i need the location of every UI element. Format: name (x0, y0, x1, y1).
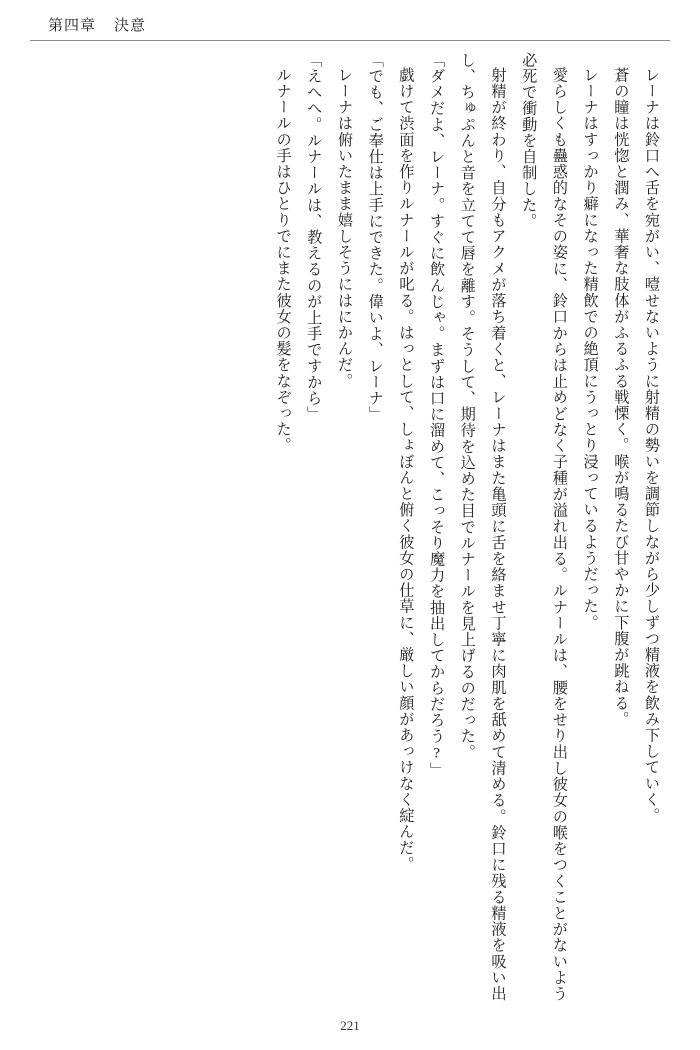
chapter-title: 決意 (114, 18, 147, 34)
body-paragraph: レーナは鈴口へ舌を宛がい、噎せないように射精の勢いを調節しながら少しずつ精液を飲み下していく。 (643, 67, 660, 824)
header-divider (30, 40, 670, 41)
body-paragraph: 愛らしくも蠱惑的なその姿に、鈴口からは止めどなく子種が溢れ出る。ルナールは、腰をせり出し彼女の喉をつくことがないよう必死で衝動を自制した。 (520, 52, 568, 1002)
body-paragraph: 「えへへ。ルナールは、教えるのが上手ですから」 (305, 52, 323, 423)
page-header (48, 14, 146, 35)
body-paragraph: 「ダメだよ、レーナ。すぐに飲んじゃ。まずは口に溜めて、こっそり魔力を抽出してからだろう?」 (428, 52, 446, 779)
body-paragraph: レーナは俯いたまま嬉しそうにはにかんだ。 (335, 67, 353, 390)
chapter-number: 第四章 (48, 18, 97, 34)
page-number: 221 (340, 1018, 360, 1033)
body-paragraph: 戯けて渋面を作りルナールが叱る。はっとして、しょぼんと俯く彼女の仕草に、厳しい顔があっけなく綻んだ。 (397, 67, 415, 873)
body-paragraph: レーナはすっかり癖になった精飲での絶頂にうっとり浸っているようだった。 (581, 67, 599, 631)
body-paragraph: ルナールの手はひとりでにまた彼女の髪をなぞった。 (274, 67, 292, 454)
body-paragraph: 蒼の瞳は恍惚と潤み、華奢な肢体がふるふる戦慄く。喉が鳴るたび甘やかに下腹が跳ねる。 (612, 67, 630, 728)
body-paragraph: 射精が終わり、自分もアクメが落ち着くと、レーナはまた亀頭に舌を絡ませ丁寧に肉肌を舐めて清める。鈴口に残る精液を吸い出し、ちゅぷんと音を立てて唇を離す。そうして、期待を込めた目でルナールを見上げるのだった。 (458, 52, 507, 1002)
page-body-text (34, 52, 666, 1002)
body-paragraph: 「でも、ご奉仕は上手にできた。偉いよ、レーナ」 (366, 52, 384, 423)
